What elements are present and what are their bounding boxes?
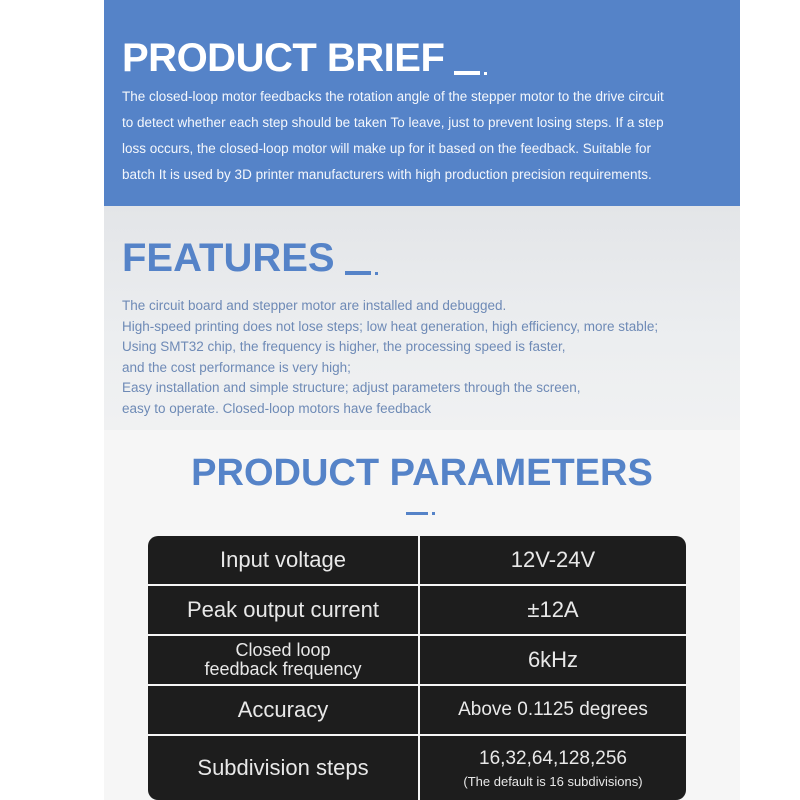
brief-line: The closed-loop motor feedbacks the rotation angle of the stepper motor to the drive circuit [122, 89, 664, 104]
title-dash-mark [406, 512, 428, 515]
param-label [148, 636, 420, 684]
brief-line: loss occurs, the closed-loop motor will make up for it based on the feedback. Suitable for [122, 141, 652, 156]
feature-line: The circuit board and stepper motor are installed and debugged. [122, 298, 507, 313]
feature-line: High-speed printing does not lose steps; low heat generation, high efficiency, more stable; [122, 318, 659, 334]
feature-line: Using SMT32 chip, the frequency is higher, the processing speed is faster, [122, 339, 566, 354]
feature-line: easy to operate. Closed-loop motors have feedback [122, 400, 432, 416]
param-value-group [420, 736, 686, 800]
heading-dot-mark [375, 272, 378, 275]
param-label: Peak output current [148, 586, 420, 634]
table-row [148, 736, 686, 800]
features-list [122, 296, 740, 419]
feature-line: Easy installation and simple structure; adjust parameters through the screen, [122, 380, 581, 395]
title-dot-mark [432, 512, 435, 515]
brief-line: batch It is used by 3D printer manufacturers with high production precision requirements. [122, 167, 652, 182]
product-brief-section [104, 0, 740, 206]
feature-line: and the cost performance is very high; [122, 359, 351, 375]
param-note: (The default is 16 subdivisions) [463, 773, 643, 789]
product-parameters-section [104, 430, 740, 800]
heading-dot-mark [484, 72, 487, 75]
brief-line: to detect whether each step should be taken To leave, just to prevent losing steps. If a step [122, 115, 664, 130]
param-value: 12V-24V [510, 547, 596, 572]
table-row [148, 636, 686, 686]
param-value: Above 0.1125 degrees [458, 699, 648, 720]
product-brief-text [122, 84, 732, 188]
param-value: 6kHz [527, 647, 579, 672]
param-label: Subdivision steps [148, 736, 420, 800]
features-section [104, 206, 740, 430]
product-brief-heading [122, 36, 487, 81]
param-label: Input voltage [148, 536, 420, 584]
table-row [148, 686, 686, 736]
product-parameters-title: PRODUCT PARAMETERS [191, 452, 653, 494]
table-row [148, 586, 686, 636]
product-page [104, 0, 740, 800]
param-value: ±12A [527, 597, 579, 622]
param-value: 16,32,64,128,256 [479, 747, 627, 769]
table-row [148, 536, 686, 586]
heading-dash-mark [345, 271, 371, 275]
product-brief-title: PRODUCT BRIEF [122, 36, 445, 80]
param-label: Accuracy [148, 686, 420, 734]
features-heading [122, 236, 378, 281]
param-label-line: Closed loop [235, 640, 331, 660]
heading-dash-mark [454, 71, 480, 75]
param-label-line: feedback frequency [204, 659, 362, 679]
features-title: FEATURES [122, 236, 335, 280]
parameters-table [148, 536, 686, 800]
